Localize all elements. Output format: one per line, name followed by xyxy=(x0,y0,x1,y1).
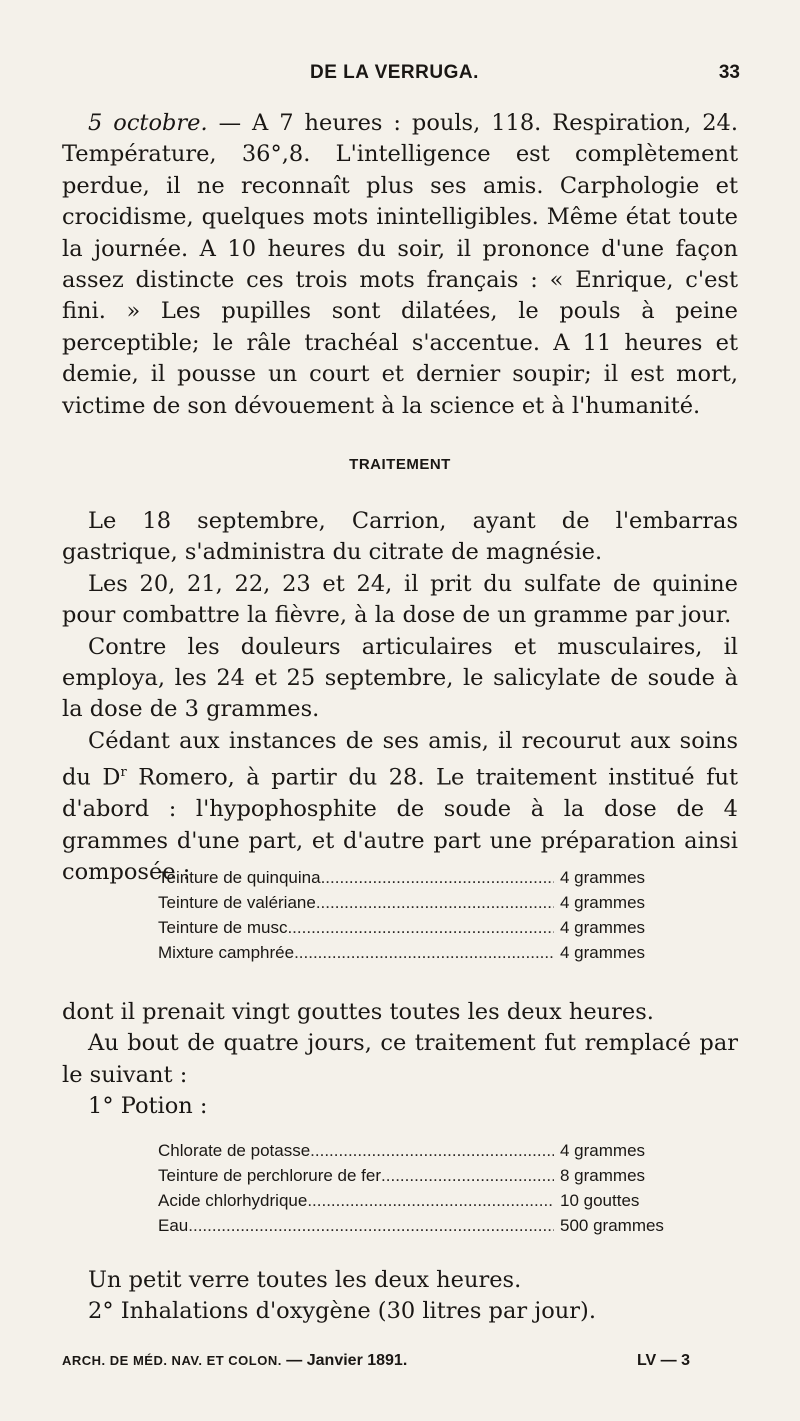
ingredient-name: Chlorate de potasse xyxy=(158,1141,311,1160)
leader-dots xyxy=(287,918,554,938)
inhalations-line: 2° Inhalations d'oxygène (30 litres par jour). xyxy=(88,1298,596,1325)
ingredient-qty: 4 grammes xyxy=(560,1141,646,1160)
ingredient-qty: 8 grammes xyxy=(560,1166,646,1185)
treatment-block xyxy=(62,506,738,888)
after-prescription-1: dont il prenait vingt gouttes toutes les deux heures. xyxy=(62,999,654,1025)
prescription-row xyxy=(158,1216,688,1241)
running-header xyxy=(60,62,740,92)
leader-dots xyxy=(381,1166,554,1186)
prescription-row xyxy=(158,1166,688,1191)
replaced-paragraph: Au bout de quatre jours, ce traitement fut remplacé par le suivant : xyxy=(62,1030,738,1088)
journal-date: — Janvier 1891. xyxy=(281,1352,408,1369)
signature-mark: LV — 3 xyxy=(636,1352,690,1369)
prescription-row xyxy=(158,1141,688,1166)
entry-block xyxy=(62,108,738,422)
ingredient-name: Teinture de musc xyxy=(158,918,288,937)
entry-date: 5 octobre. xyxy=(88,110,208,136)
closing-block xyxy=(62,1265,738,1328)
prescription-row xyxy=(158,943,688,968)
paragraph-1: Le 18 septembre, Carrion, ayant de l'embarras gastrique, s'administra du citrate de magnésie. xyxy=(62,508,738,566)
ingredient-name: Teinture de valériane xyxy=(158,893,316,912)
romero-after: Romero, à partir du 28. Le traitement institué fut d'abord : l'hypophosphite de soude à la dose de 4 grammes d'une part, et d'autre part une préparation ainsi composée : xyxy=(62,764,738,885)
ingredient-qty: 500 grammes xyxy=(560,1216,664,1235)
ingredient-qty: 10 gouttes xyxy=(560,1191,640,1210)
ingredient-qty: 4 grammes xyxy=(560,868,646,887)
leader-dots xyxy=(307,1191,554,1211)
ingredient-name: Teinture de perchlorure de fer xyxy=(158,1166,382,1185)
ingredient-qty: 4 grammes xyxy=(560,943,646,962)
prescription-row xyxy=(158,868,688,893)
ingredient-name: Mixture camphrée xyxy=(158,943,295,962)
after-prescription-2: Un petit verre toutes les deux heures. xyxy=(88,1267,522,1293)
prescription-1 xyxy=(158,868,688,968)
leader-dots xyxy=(316,893,554,913)
ingredient-name: Eau xyxy=(158,1216,189,1235)
page-footer xyxy=(62,1352,738,1378)
entry-text: — A 7 heures : pouls, 118. Respiration, 24. Température, 36°,8. L'intelligence est complètement perdue, il ne reconnaît plus ses amis. Carphologie et crocidisme, quelques mots inintelligibles. Même état toute la journée. A 10 heures du soir, il prononce d'une façon assez distincte ces trois mots français : « Enrique, c'est fini. » Les pupilles sont dilatées, le pouls à peine perceptible; le râle trachéal s'accentue. A 11 heures et demie, il pousse un court et dernier soupir; il est mort, victime de son dévouement à la science et à l'humanité. xyxy=(62,110,738,419)
paragraph-3: Contre les douleurs articulaires et musculaires, il employa, les 24 et 25 septembre, le salicylate de soude à la dose de 3 grammes. xyxy=(62,633,738,723)
potion-label: 1° Potion : xyxy=(88,1093,208,1120)
ingredient-name: Teinture de quinquina xyxy=(158,868,321,887)
prescription-row xyxy=(158,918,688,943)
leader-dots xyxy=(188,1216,554,1236)
followup-block xyxy=(62,997,738,1123)
prescription-row xyxy=(158,1191,688,1216)
section-title: TRAITEMENT xyxy=(349,456,451,473)
romero-before: Cédant aux instances de ses amis, il recourut aux soins du D xyxy=(62,727,738,791)
prescription-row xyxy=(158,893,688,918)
header-title: DE LA VERRUGA. xyxy=(310,62,479,83)
page-number: 33 xyxy=(718,62,740,83)
leader-dots xyxy=(310,1141,554,1161)
paragraph-romero xyxy=(62,726,738,889)
ingredient-name: Acide chlorhydrique xyxy=(158,1191,308,1210)
leader-dots xyxy=(294,943,554,963)
footer-journal xyxy=(62,1352,407,1370)
leader-dots xyxy=(321,868,554,888)
entry-paragraph xyxy=(62,108,738,422)
ingredient-qty: 4 grammes xyxy=(560,918,646,937)
romero-sup: r xyxy=(120,765,127,781)
paragraph-2: Les 20, 21, 22, 23 et 24, il prit du sulfate de quinine pour combattre la fièvre, à la dose de un gramme par jour. xyxy=(62,570,738,629)
journal-abbrev: ARCH. DE MÉD. NAV. ET COLON. xyxy=(62,1353,282,1368)
ingredient-qty: 4 grammes xyxy=(560,893,646,912)
prescription-2 xyxy=(158,1141,688,1241)
